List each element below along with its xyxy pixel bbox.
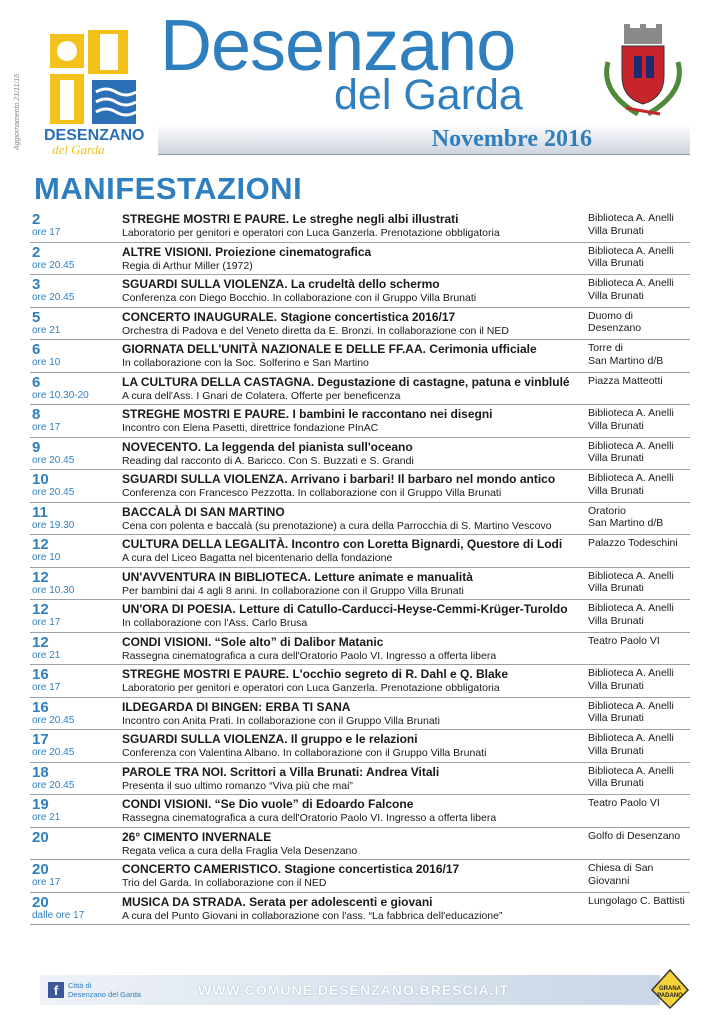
event-place (588, 732, 692, 757)
event-description: Trio del Garda. In collaborazione con il NED (122, 877, 327, 889)
fb-line-2: Desenzano del Garda (68, 990, 141, 999)
event-row (30, 795, 690, 828)
facebook-icon[interactable]: f (48, 982, 64, 998)
event-place (588, 537, 692, 550)
event-description: Per bambini dai 4 agli 8 anni. In collaborazione con il Gruppo Villa Brunati (122, 584, 464, 597)
event-row (30, 633, 690, 666)
event-time: ore 10.30-20 (32, 389, 89, 401)
event-title: MUSICA DA STRADA. Serata per adolescenti e giovani (122, 894, 433, 909)
event-place-line-2: Villa Brunati (588, 777, 644, 789)
city-crest-icon (596, 22, 690, 118)
event-day: 5 (32, 308, 41, 326)
event-description: In collaborazione con l'Ass. Carlo Brusa (122, 617, 308, 629)
event-title: CONDI VISIONI. “Sole alto” di Dalibor Matanic (122, 634, 384, 649)
desenzano-logo (42, 26, 160, 158)
event-place (588, 375, 692, 388)
event-place-line-1: Teatro Paolo VI (588, 634, 660, 647)
event-day: 18 (32, 763, 49, 781)
event-row (30, 568, 690, 601)
event-title: NOVECENTO. La leggenda del pianista sull'oceano (122, 439, 413, 454)
event-place-line-1: Biblioteca A. Anelli (588, 212, 674, 224)
event-place (588, 472, 692, 497)
event-place (588, 895, 692, 908)
event-day: 6 (32, 373, 41, 391)
event-place (588, 862, 692, 887)
event-day: 9 (32, 438, 41, 456)
event-title: SGUARDI SULLA VIOLENZA. La crudeltà dello schermo (122, 277, 440, 291)
event-title: STREGHE MOSTRI E PAURE. L'occhio segreto di R. Dahl e Q. Blake (122, 667, 509, 681)
event-place-line-1: Teatro Paolo VI (588, 797, 660, 809)
event-time: ore 19.30 (32, 519, 75, 531)
event-description: Incontro con Elena Pasetti, direttrice fondazione PInAC (122, 422, 379, 434)
event-time: ore 17 (32, 617, 61, 628)
event-row (30, 405, 690, 438)
badge-line-2: PADANO (657, 993, 683, 999)
event-place-line-1: Biblioteca A. Anelli (588, 277, 674, 289)
event-place-line-1: Biblioteca A. Anelli (588, 439, 674, 452)
event-description: Conferenza con Diego Bocchio. In collaborazione con il Gruppo Villa Brunati (122, 292, 477, 304)
event-title: UN'ORA DI POESIA. Letture di Catullo-Carducci-Heyse-Cemmi-Krüger-Turoldo (122, 602, 568, 616)
event-time: ore 20.45 (32, 747, 75, 758)
event-row (30, 665, 690, 698)
event-description: Laboratorio per genitori e operatori con Luca Ganzerla. Prenotazione obbligatoria (122, 227, 500, 239)
event-place-line-2: Villa Brunati (588, 289, 644, 302)
event-time: ore 17 (32, 682, 61, 693)
event-place-line-2: Villa Brunati (588, 744, 644, 757)
event-day: 20 (32, 893, 49, 911)
event-place (588, 635, 692, 648)
event-day: 20 (32, 828, 49, 846)
event-time: ore 10.30 (32, 584, 75, 596)
event-time: dalle ore 17 (32, 909, 85, 921)
event-place-line-1: Chiesa di San (588, 862, 654, 874)
event-row (30, 275, 690, 308)
event-place-line-1: Golfo di Desenzano (588, 829, 681, 842)
event-row (30, 308, 690, 341)
event-place-line-1: Biblioteca A. Anelli (588, 732, 674, 744)
event-place (588, 407, 692, 432)
event-place (588, 602, 692, 627)
event-place (588, 310, 692, 335)
event-description: Regata velica a cura della Fraglia Vela Desenzano (122, 844, 358, 857)
event-time: ore 20.45 (32, 487, 75, 498)
event-place (588, 245, 692, 270)
month-label: Novembre 2016 (431, 126, 592, 152)
event-title: 26° CIMENTO INVERNALE (122, 829, 272, 844)
event-place-line-2: Villa Brunati (588, 452, 644, 464)
event-day: 3 (32, 276, 41, 293)
event-row (30, 698, 690, 731)
logo-word-garda: del Garda (52, 142, 105, 157)
event-place-line-1: Biblioteca A. Anelli (588, 407, 674, 419)
event-row (30, 243, 690, 276)
event-day: 8 (32, 406, 41, 423)
event-time: ore 10 (32, 357, 61, 368)
event-place-line-2: San Martino d/B (588, 354, 664, 367)
event-description: In collaborazione con la Soc. Solferino e San Martino (122, 357, 369, 369)
event-day: 2 (32, 211, 41, 228)
events-list (30, 210, 690, 925)
event-place-line-1: Oratorio (588, 504, 626, 517)
event-description: Cena con polenta e baccalà (su prenotazione) a cura della Parrocchia di S. Martino Vescovo (122, 519, 552, 532)
event-row (30, 535, 690, 568)
event-place-line-1: Biblioteca A. Anelli (588, 764, 674, 777)
event-place-line-1: Biblioteca A. Anelli (588, 244, 674, 257)
event-title: LA CULTURA DELLA CASTAGNA. Degustazione di castagne, patuna e vinblulé (122, 374, 570, 389)
event-time: ore 20.45 (32, 259, 75, 271)
event-day: 2 (32, 243, 41, 261)
event-time: ore 21 (32, 324, 61, 336)
event-place-line-1: Biblioteca A. Anelli (588, 602, 674, 614)
event-place-line-1: Lungolago C. Battisti (588, 894, 685, 907)
event-place-line-1: Biblioteca A. Anelli (588, 667, 674, 679)
section-title: MANIFESTAZIONI (34, 171, 303, 206)
event-title: CONDI VISIONI. “Se Dio vuole” di Edoardo Falcone (122, 797, 414, 811)
event-title: ILDEGARDA DI BINGEN: ERBA TI SANA (122, 699, 351, 714)
event-place-line-1: Torre di (588, 342, 624, 354)
event-place-line-1: Biblioteca A. Anelli (588, 472, 674, 484)
event-row (30, 503, 690, 536)
event-day: 6 (32, 341, 41, 358)
facebook-label[interactable] (68, 981, 141, 999)
event-title: PAROLE TRA NOI. Scrittori a Villa Brunati: Andrea Vitali (122, 764, 440, 779)
event-row (30, 600, 690, 633)
event-place (588, 342, 692, 367)
event-place-line-2: San Martino d/B (588, 517, 664, 529)
event-place-line-1: Biblioteca A. Anelli (588, 699, 674, 712)
event-row (30, 730, 690, 763)
event-place (588, 667, 692, 692)
event-row (30, 470, 690, 503)
badge-line-1: GRANA (659, 986, 681, 992)
event-day: 20 (32, 861, 49, 878)
event-time: ore 21 (32, 649, 61, 661)
event-place (588, 765, 692, 790)
event-time: ore 21 (32, 812, 61, 823)
event-day: 12 (32, 568, 49, 586)
event-row (30, 210, 690, 243)
event-place-line-1: Duomo di (588, 309, 633, 322)
event-row (30, 893, 690, 926)
event-time: ore 20.45 (32, 779, 75, 791)
event-place-line-2: Villa Brunati (588, 679, 644, 692)
event-description: Orchestra di Padova e del Veneto diretta da E. Bronzi. In collaborazione con il NED (122, 324, 509, 337)
event-title: BACCALÀ DI SAN MARTINO (122, 504, 285, 519)
event-place (588, 440, 692, 465)
event-title: CONCERTO INAUGURALE. Stagione concertistica 2016/17 (122, 309, 456, 324)
event-time: ore 17 (32, 877, 61, 888)
title-desenzano: Desenzano (160, 6, 516, 86)
event-description: Rassegna cinematografica a cura dell'Oratorio Paolo VI. Ingresso a offerta libera (122, 649, 497, 662)
event-day: 17 (32, 731, 49, 748)
logo-word-desenzano: DESENZANO (44, 127, 145, 144)
event-day: 19 (32, 796, 49, 813)
title-del-garda: del Garda (334, 71, 523, 119)
event-row (30, 340, 690, 373)
event-title: GIORNATA DELL'UNITÀ NAZIONALE E DELLE FF.AA. Cerimonia ufficiale (122, 342, 537, 356)
event-description: Regia di Arthur Miller (1972) (122, 259, 253, 272)
update-note: Aggiornamento 21/11/16 (14, 73, 21, 150)
event-description: Conferenza con Francesco Pezzotta. In collaborazione con il Gruppo Villa Brunati (122, 487, 502, 499)
event-place-line-2: Giovanni (588, 874, 630, 887)
website-link[interactable]: WWW.COMUNE.DESENZANO.BRESCIA.IT (198, 982, 509, 998)
event-place (588, 830, 692, 843)
event-description: Conferenza con Valentina Albano. In collaborazione con il Gruppo Villa Brunati (122, 747, 487, 759)
event-time: ore 17 (32, 227, 61, 238)
event-day: 12 (32, 633, 49, 651)
grana-padano-badge-icon (650, 968, 690, 1010)
event-place-line-1: Piazza Matteotti (588, 374, 663, 387)
event-place-line-2: Villa Brunati (588, 582, 644, 594)
event-description: Incontro con Anita Prati. In collaborazione con il Gruppo Villa Brunati (122, 714, 440, 727)
event-place-line-2: Villa Brunati (588, 484, 644, 497)
event-place-line-1: Biblioteca A. Anelli (588, 569, 674, 582)
event-place-line-2: Villa Brunati (588, 614, 644, 627)
event-title: SGUARDI SULLA VIOLENZA. Il gruppo e le relazioni (122, 732, 418, 746)
event-time: ore 20.45 (32, 292, 75, 303)
event-time: ore 10 (32, 552, 61, 563)
event-title: SGUARDI SULLA VIOLENZA. Arrivano i barbari! Il barbaro nel mondo antico (122, 472, 556, 486)
event-time: ore 20.45 (32, 454, 75, 466)
event-title: CULTURA DELLA LEGALITÀ. Incontro con Loretta Bignardi, Questore di Lodi (122, 537, 563, 551)
event-place-line-1: Palazzo Todeschini (588, 537, 678, 549)
event-day: 16 (32, 666, 49, 683)
event-title: STREGHE MOSTRI E PAURE. Le streghe negli albi illustrati (122, 212, 459, 226)
month-bar (158, 124, 690, 155)
event-title: UN'AVVENTURA IN BIBLIOTECA. Letture animate e manualità (122, 569, 473, 584)
event-title: CONCERTO CAMERISTICO. Stagione concertistica 2016/17 (122, 862, 460, 876)
event-description: Reading dal racconto di A. Baricco. Con S. Buzzati e S. Grandi (122, 454, 414, 467)
event-description: A cura dell'Ass. I Gnari de Colatera. Offerte per beneficenza (122, 389, 401, 402)
event-time: ore 17 (32, 422, 61, 433)
event-place (588, 570, 692, 595)
event-row (30, 373, 690, 406)
event-place (588, 797, 692, 810)
event-description: A cura del Liceo Bagatta nel bicentenario della fondazione (122, 552, 393, 564)
fb-line-1: Città di (68, 981, 92, 990)
event-day: 16 (32, 698, 49, 716)
event-place (588, 277, 692, 302)
event-description: Presenta il suo ultimo romanzo “Viva più che mai” (122, 779, 353, 792)
event-day: 12 (32, 536, 49, 553)
event-title: ALTRE VISIONI. Proiezione cinematografica (122, 244, 372, 259)
event-description: Laboratorio per genitori e operatori con Luca Ganzerla. Prenotazione obbligatoria (122, 682, 500, 694)
event-row (30, 860, 690, 893)
event-place-line-2: Desenzano (588, 322, 642, 334)
event-description: Rassegna cinematografica a cura dell'Oratorio Paolo VI. Ingresso a offerta libera (122, 812, 497, 824)
event-place (588, 505, 692, 530)
event-row (30, 438, 690, 471)
event-place (588, 700, 692, 725)
event-row (30, 828, 690, 861)
event-place-line-2: Villa Brunati (588, 257, 644, 269)
event-day: 11 (32, 503, 48, 521)
event-day: 12 (32, 601, 49, 618)
event-place-line-2: Villa Brunati (588, 419, 644, 432)
event-row (30, 763, 690, 796)
event-place-line-2: Villa Brunati (588, 224, 644, 237)
event-title: STREGHE MOSTRI E PAURE. I bambini le raccontano nei disegni (122, 407, 493, 421)
event-place (588, 212, 692, 237)
event-place-line-2: Villa Brunati (588, 712, 644, 724)
event-day: 10 (32, 471, 49, 488)
event-time: ore 20.45 (32, 714, 75, 726)
event-description: A cura del Punto Giovani in collaborazione con l'ass. “La fabbrica dell'educazione” (122, 909, 503, 922)
